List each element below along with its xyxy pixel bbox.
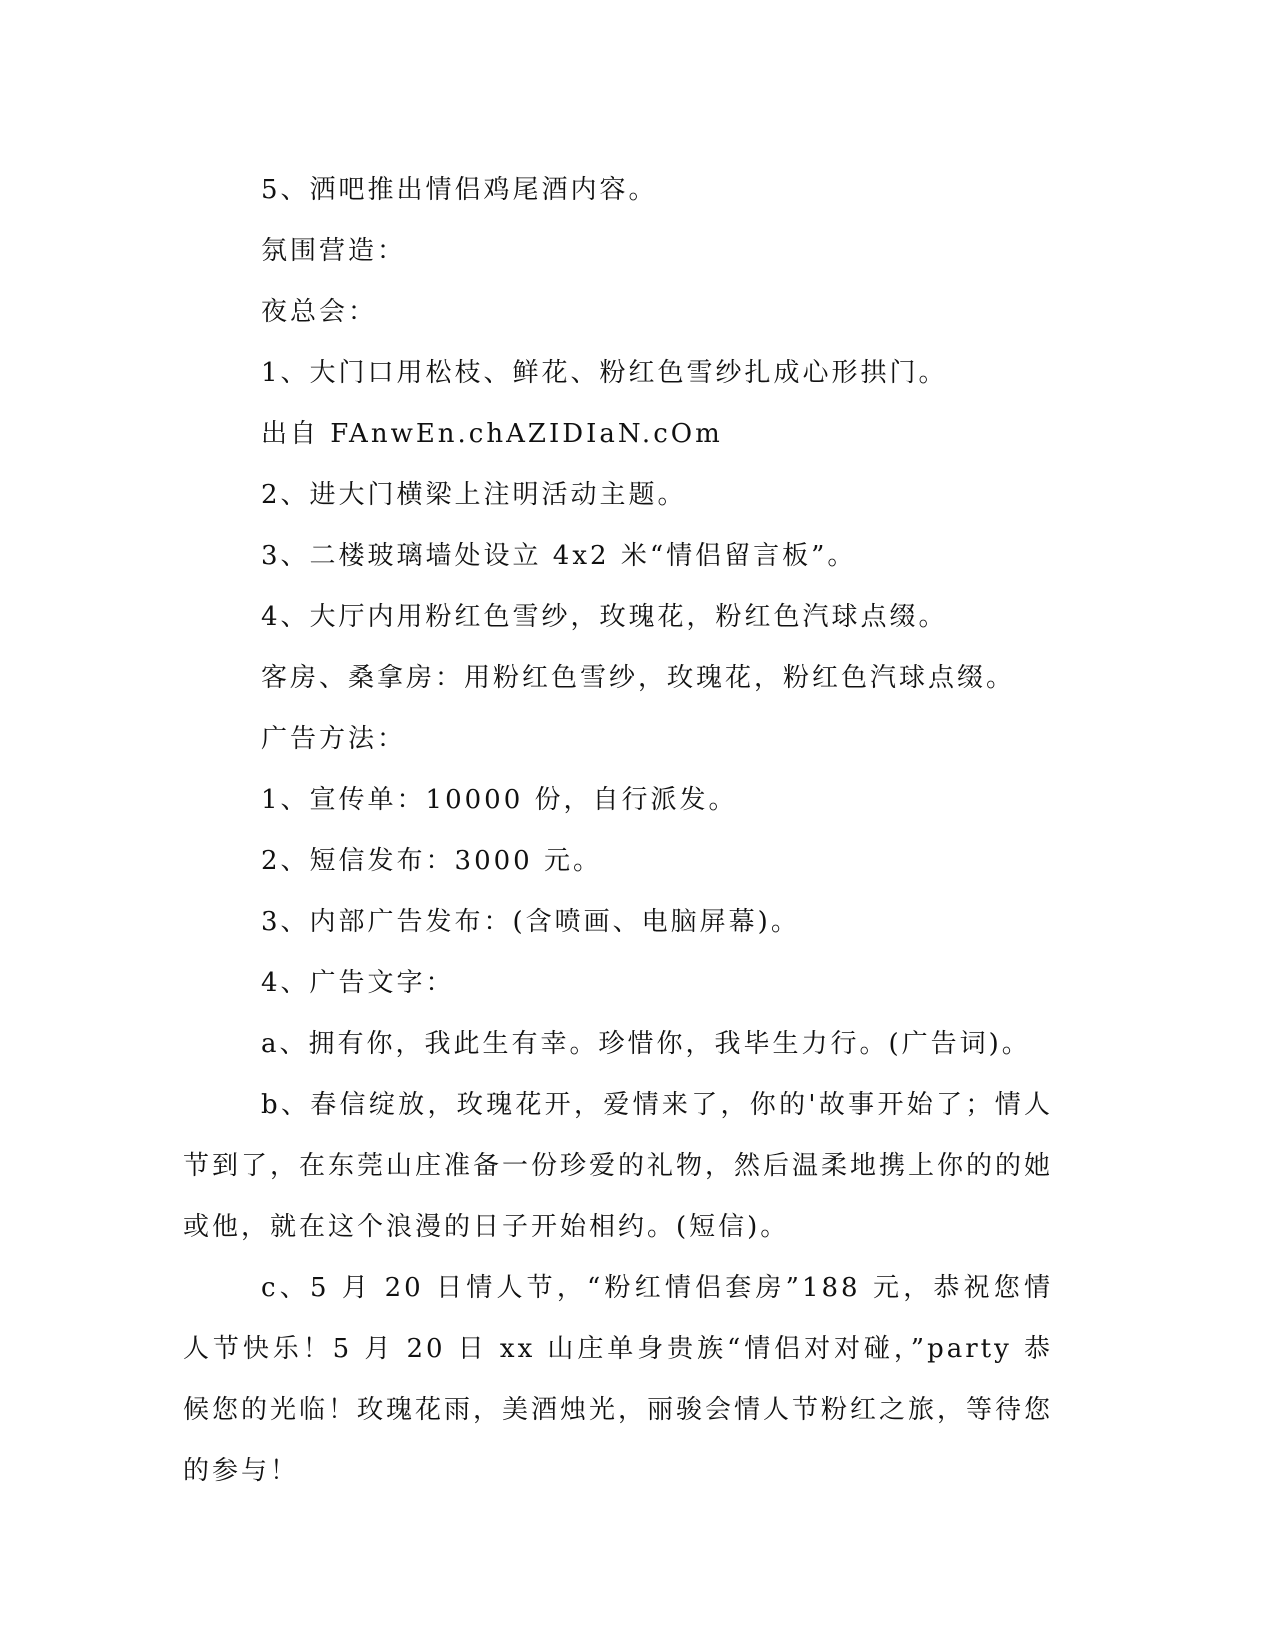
heading-atmosphere: 氛围营造： [261,236,407,266]
heading-nightclub: 夜总会： [261,297,378,327]
paragraph-sms: 2、短信发布：3000 元。 [261,846,602,876]
paragraph-message-board: 3、二楼玻璃墙处设立 4x2 米“情侣留言板”。 [261,541,857,571]
paragraph-sms-copy: b、春信绽放，玫瑰花开，爱情来了，你的'故事开始了；情人节到了，在东莞山庄准备一份珍爱的礼物，然后温柔地携上你的的她或他，就在这个浪漫的日子开始相约。(短信)。 [183,1090,1054,1242]
paragraph-bar-cocktail: 5、洒吧推出情侣鸡尾酒内容。 [261,175,658,205]
heading-ad-copy: 4、广告文字： [261,968,455,998]
paragraph-beam-theme: 2、进大门横梁上注明活动主题。 [261,480,687,510]
document-body [183,160,1053,1502]
paragraph-room-decor: 客房、桑拿房：用粉红色雪纱，玫瑰花，粉红色汽球点缀。 [261,663,1016,693]
heading-advertising: 广告方法： [261,724,407,754]
paragraph-slogan: a、拥有你，我此生有幸。珍惜你，我毕生力行。(广告词)。 [261,1029,1031,1059]
paragraph-internal-ads: 3、内部广告发布：(含喷画、电脑屏幕)。 [261,907,800,937]
paragraph-flyers: 1、宣传单：10000 份，自行派发。 [261,785,738,815]
paragraph-promo-copy: c、5 月 20 日情人节，“粉红情侣套房”188 元，恭祝您情人节快乐！5 月 20 日 xx 山庄单身贵族“情侣对对碰，”party 恭候您的光临！玫瑰花雨，美酒烛光，丽骏会情人节粉红之旅，等待您的参与！ [183,1273,1054,1486]
paragraph-gate-arch: 1、大门口用松枝、鲜花、粉红色雪纱扎成心形拱门。 [261,358,948,388]
paragraph-hall-decor: 4、大厅内用粉红色雪纱，玫瑰花，粉红色汽球点缀。 [261,602,948,632]
paragraph-source: 出自 FAnwEn.chAZIDIaN.cOm [261,419,723,449]
